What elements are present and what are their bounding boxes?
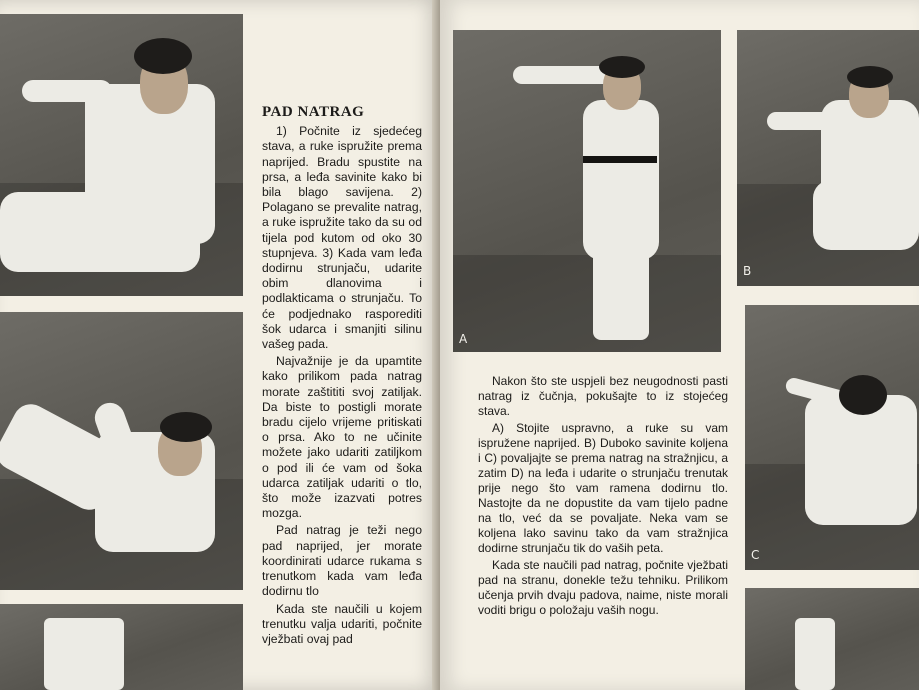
- article-text-left: [262, 105, 422, 649]
- paragraph: 1) Počnite iz sjedećeg stava, a ruke ispružite prema naprijed. Bradu spustite na prsa, a leđa savinite kako bi bila blago savijena. 2) Polagano se prevalite natrag, a ruke ispružite tako da su od tijela pod kutom od oko 30 stupnjeva. 3) Kada vam leđa dodirnu strunjaču, udarite obim dlanovima i podlakticama o strunjaču. To će podjednako rasporediti šok udarca i smanjiti silinu vašeg pada.: [262, 124, 422, 352]
- photo-label-b: B: [743, 264, 752, 278]
- article-heading: PAD NATRAG: [262, 104, 365, 120]
- photo-label-c: C: [751, 548, 760, 562]
- left-page: [0, 0, 440, 690]
- photo-bottom-right-partial: [745, 588, 919, 690]
- photo-bottom-partial: [0, 604, 243, 690]
- photo-rolling-back: [0, 312, 243, 590]
- paragraph: Nakon što ste uspjeli bez neugodnosti pasti natrag iz čučnja, pokušajte to iz stojećeg stava.: [478, 374, 728, 418]
- paragraph: A) Stojite uspravno, a ruke su vam ispružene naprijed. B) Duboko savinite koljena i C) povaljajte se prema natrag na stražnjicu, a zatim D) na leđa i udarite o strunjaču trenutak prije nego što vam ramena dodirnu tlo. Nastojte da ne dopustite da vam tijelo padne na tlo, već da se povaljate. Neka vam se koljena lako savinu tako da vam stražnjica dodirne strunjaču tik do vaših peta.: [478, 421, 728, 555]
- photo-b-crouching: [737, 30, 919, 286]
- paragraph: Kada ste naučili pad natrag, počnite vježbati pad na stranu, donekle težu tehniku. Prilikom učenja prvih dvaju padova, naime, niste morali voditi brigu o položaju vaših nogu.: [478, 558, 728, 617]
- paragraph: Najvažnije je da upamtite kako prilikom pada natrag morate zaštititi svoj zatiljak. Da biste to postigli morate bradu cijelo vrijeme pritiskati o prsa. Ako to ne učinite možete jako udariti zatiljkom o pod ili će vam od šoka udarca zatiljak udariti o tlo, što može izazvati potres mozga.: [262, 354, 422, 521]
- article-text-right: [478, 374, 728, 620]
- photo-sitting-arms-forward: [0, 14, 243, 296]
- photo-label-a: A: [459, 332, 468, 346]
- photo-c-rolling: [745, 305, 919, 570]
- paragraph: Kada ste naučili u kojem trenutku valja udariti, počnite vježbati ovaj pad: [262, 601, 422, 646]
- paragraph: Pad natrag je teži nego pad naprijed, jer morate koordinirati udarce rukama s trenutkom kada vam leđa dodirnu tlo: [262, 523, 422, 599]
- photo-a-standing: [453, 30, 721, 352]
